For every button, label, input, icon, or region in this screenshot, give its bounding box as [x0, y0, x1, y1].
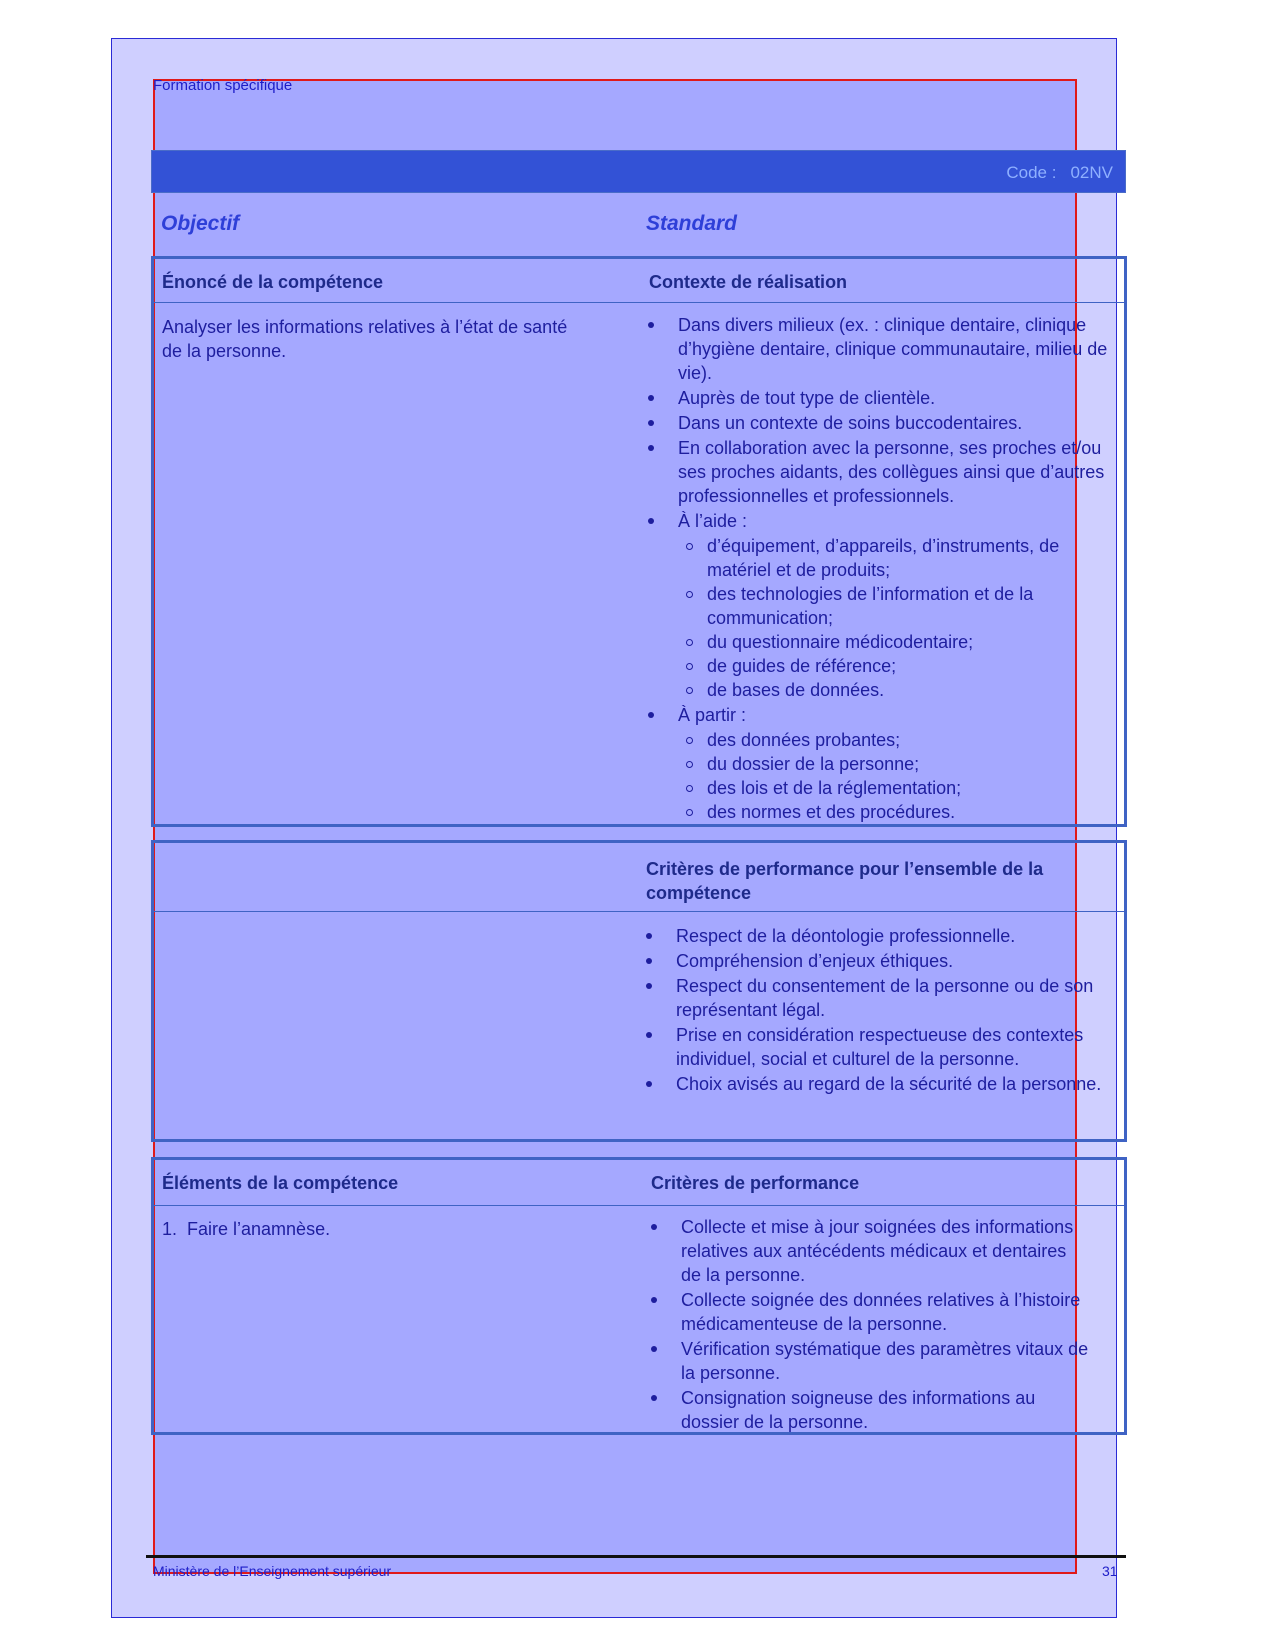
context-list: [648, 313, 1116, 825]
bullet-icon: [651, 1395, 657, 1401]
bullet-icon: [651, 1346, 657, 1352]
sub-list-item: [678, 728, 1116, 752]
sub-list-item: [678, 582, 1116, 630]
overall-criteria-list: [646, 924, 1118, 1097]
context-header: Contexte de réalisation: [649, 272, 848, 292]
sub-list-item: [678, 654, 1116, 678]
list-item: [646, 1072, 1118, 1096]
list-item-text: Compréhension d’enjeux éthiques.: [676, 951, 954, 971]
sub-list-item-text: des données probantes;: [707, 730, 901, 750]
sub-list-item-text: de guides de référence;: [707, 656, 897, 676]
list-item: [651, 1386, 1091, 1434]
elements-header: Éléments de la compétence: [162, 1173, 399, 1193]
list-item: [648, 411, 1116, 435]
bullet-icon: [648, 395, 654, 401]
list-item-text: À l’aide :: [678, 511, 748, 531]
competence-statement: Analyser les informations relatives à l’état de santé de la personne.: [162, 317, 568, 361]
overall-criteria-header: Critères de performance pour l’ensemble de la compétence: [646, 859, 1044, 903]
code-label: Code :: [1006, 163, 1057, 182]
page-number: 31: [1102, 1563, 1118, 1579]
sub-list-item: [678, 630, 1116, 654]
sub-list-item-text: des technologies de l’information et de la communication;: [707, 584, 1034, 628]
circle-bullet-icon: [686, 687, 693, 694]
list-item-text: Consignation soigneuse des informations au dossier de la personne.: [681, 1388, 1036, 1432]
list-item-text: Vérification systématique des paramètres vitaux de la personne.: [681, 1339, 1089, 1383]
bullet-icon: [648, 420, 654, 426]
footer-rule: [146, 1555, 1126, 1558]
table-header-row: [154, 1160, 1124, 1206]
table-header-row: [154, 259, 1124, 303]
sub-list-item-text: du dossier de la personne;: [707, 754, 920, 774]
circle-bullet-icon: [686, 809, 693, 816]
circle-bullet-icon: [686, 663, 693, 670]
criteria-header: Critères de performance: [651, 1173, 860, 1193]
sub-list-item-text: des lois et de la réglementation;: [707, 778, 962, 798]
list-item-text: Auprès de tout type de clientèle.: [678, 388, 936, 408]
bullet-icon: [651, 1224, 657, 1230]
bullet-icon: [648, 322, 654, 328]
elements-criteria-table: [151, 1157, 1127, 1435]
competence-context-table: [151, 256, 1127, 827]
list-item-text: En collaboration avec la personne, ses proches et/ou ses proches aidants, des collègues ainsi que d’autres professionnelles et professionnels.: [678, 438, 1105, 506]
competence-element: 1. Faire l’anamnèse.: [162, 1219, 331, 1239]
sub-list-item: [678, 752, 1116, 776]
list-item-text: Collecte soignée des données relatives à l’histoire médicamenteuse de la personne.: [681, 1290, 1081, 1334]
list-item: [646, 949, 1118, 973]
sub-list-item: [678, 800, 1116, 824]
list-item-text: Respect du consentement de la personne ou de son représentant légal.: [676, 976, 1094, 1020]
bullet-icon: [646, 1081, 652, 1087]
list-item-text: Collecte et mise à jour soignées des informations relatives aux antécédents médicaux et dentaires de la personne.: [681, 1217, 1074, 1285]
criteria-list: [651, 1215, 1091, 1435]
bullet-icon: [648, 712, 654, 718]
sub-list-item-text: du questionnaire médicodentaire;: [707, 632, 974, 652]
list-item: [648, 509, 1116, 702]
circle-bullet-icon: [686, 737, 693, 744]
circle-bullet-icon: [686, 591, 693, 598]
bullet-icon: [651, 1297, 657, 1303]
list-item-text: Dans un contexte de soins buccodentaires.: [678, 413, 1023, 433]
list-item: [646, 974, 1118, 1022]
list-item: [651, 1215, 1091, 1287]
circle-bullet-icon: [686, 761, 693, 768]
list-item-text: À partir :: [678, 705, 747, 725]
sub-list: [678, 728, 1116, 824]
table-header-row: [154, 843, 1124, 912]
list-item: [648, 386, 1116, 410]
bullet-icon: [646, 1032, 652, 1038]
sub-list-item: [678, 678, 1116, 702]
code-band: [151, 150, 1126, 193]
bullet-icon: [648, 518, 654, 524]
sub-list: [678, 534, 1116, 702]
sub-list-item-text: des normes et des procédures.: [707, 802, 956, 822]
circle-bullet-icon: [686, 639, 693, 646]
sub-list-item: [678, 776, 1116, 800]
circle-bullet-icon: [686, 543, 693, 550]
list-item: [648, 703, 1116, 824]
sub-list-item-text: d’équipement, d’appareils, d’instruments, de matériel et de produits;: [707, 536, 1060, 580]
list-item: [646, 1023, 1118, 1071]
list-item: [651, 1337, 1091, 1385]
code-value: 02NV: [1070, 163, 1113, 182]
list-item-text: Respect de la déontologie professionnelle.: [676, 926, 1016, 946]
bullet-icon: [646, 983, 652, 989]
sub-list-item: [678, 534, 1116, 582]
objective-title: Objectif: [161, 212, 240, 235]
overall-criteria-table: [151, 840, 1127, 1142]
list-item-text: Choix avisés au regard de la sécurité de la personne.: [676, 1074, 1102, 1094]
bullet-icon: [646, 958, 652, 964]
bullet-icon: [646, 933, 652, 939]
sub-list-item-text: de bases de données.: [707, 680, 885, 700]
bullet-icon: [648, 445, 654, 451]
list-item-text: Dans divers milieux (ex. : clinique dentaire, clinique d’hygiène dentaire, clinique communautaire, milieu de vie).: [678, 315, 1108, 383]
list-item: [646, 924, 1118, 948]
list-item: [648, 313, 1116, 385]
code-text: [1006, 163, 1113, 183]
list-item: [648, 436, 1116, 508]
list-item-text: Prise en considération respectueuse des contextes individuel, social et culturel de la personne.: [676, 1025, 1084, 1069]
footer-ministry: Ministère de l’Enseignement supérieur: [153, 1563, 392, 1579]
circle-bullet-icon: [686, 785, 693, 792]
header-label: Formation spécifique: [153, 77, 293, 94]
standard-title: Standard: [646, 212, 738, 235]
list-item: [651, 1288, 1091, 1336]
statement-header: Énoncé de la compétence: [162, 272, 384, 292]
